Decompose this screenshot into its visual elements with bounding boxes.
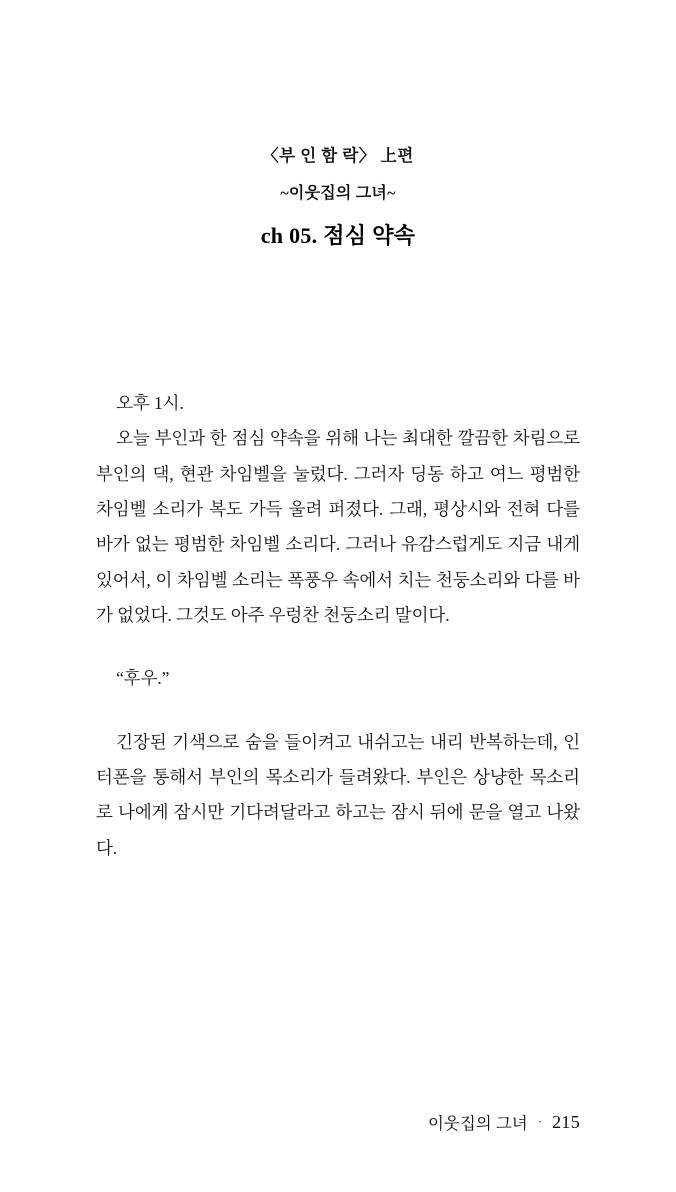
body-text [96,386,580,866]
paragraph: 오늘 부인과 한 점심 약속을 위해 나는 최대한 깔끔한 차림으로 부인의 댁, 현관 차임벨을 눌렀다. 그러자 딩동 하고 여느 평범한 차임벨 소리가 복도 가득 울려 퍼졌다. 그래, 평상시와 전혀 다를 바가 없는 평범한 차임벨 소리다. 그러나 유감스럽게도 지금 내게 있어서, 이 차임벨 소리는 폭풍우 속에서 치는 천둥소리와 다를 바가 없었다. 그것도 아주 우렁찬 천둥소리 말이다. [96,428,580,626]
book-page [0,142,676,1192]
series-title: 〈부 인 함 락〉 上편 [262,146,414,165]
chapter-title: ch 05. 점심 약속 [260,223,416,248]
paragraph: 긴장된 기색으로 숨을 들이켜고 내쉬고는 내리 반복하는데, 인터폰을 통해서 부인의 목소리가 들려왔다. 부인은 상냥한 목소리로 나에게 잠시만 기다려달라고 하고는 잠시 뒤에 문을 열고 나왔다. [96,731,580,858]
paragraph: 오후 1시. [116,393,184,413]
page-number: 215 [552,1111,580,1132]
footer-separator: · [537,1113,543,1129]
paragraph-dialogue: “후우.” [116,668,170,689]
series-subtitle: ~이웃집의 그녀~ [280,185,396,202]
page-footer [428,1110,580,1134]
footer-book-title: 이웃집의 그녀 [427,1114,528,1133]
chapter-heading [96,142,580,250]
